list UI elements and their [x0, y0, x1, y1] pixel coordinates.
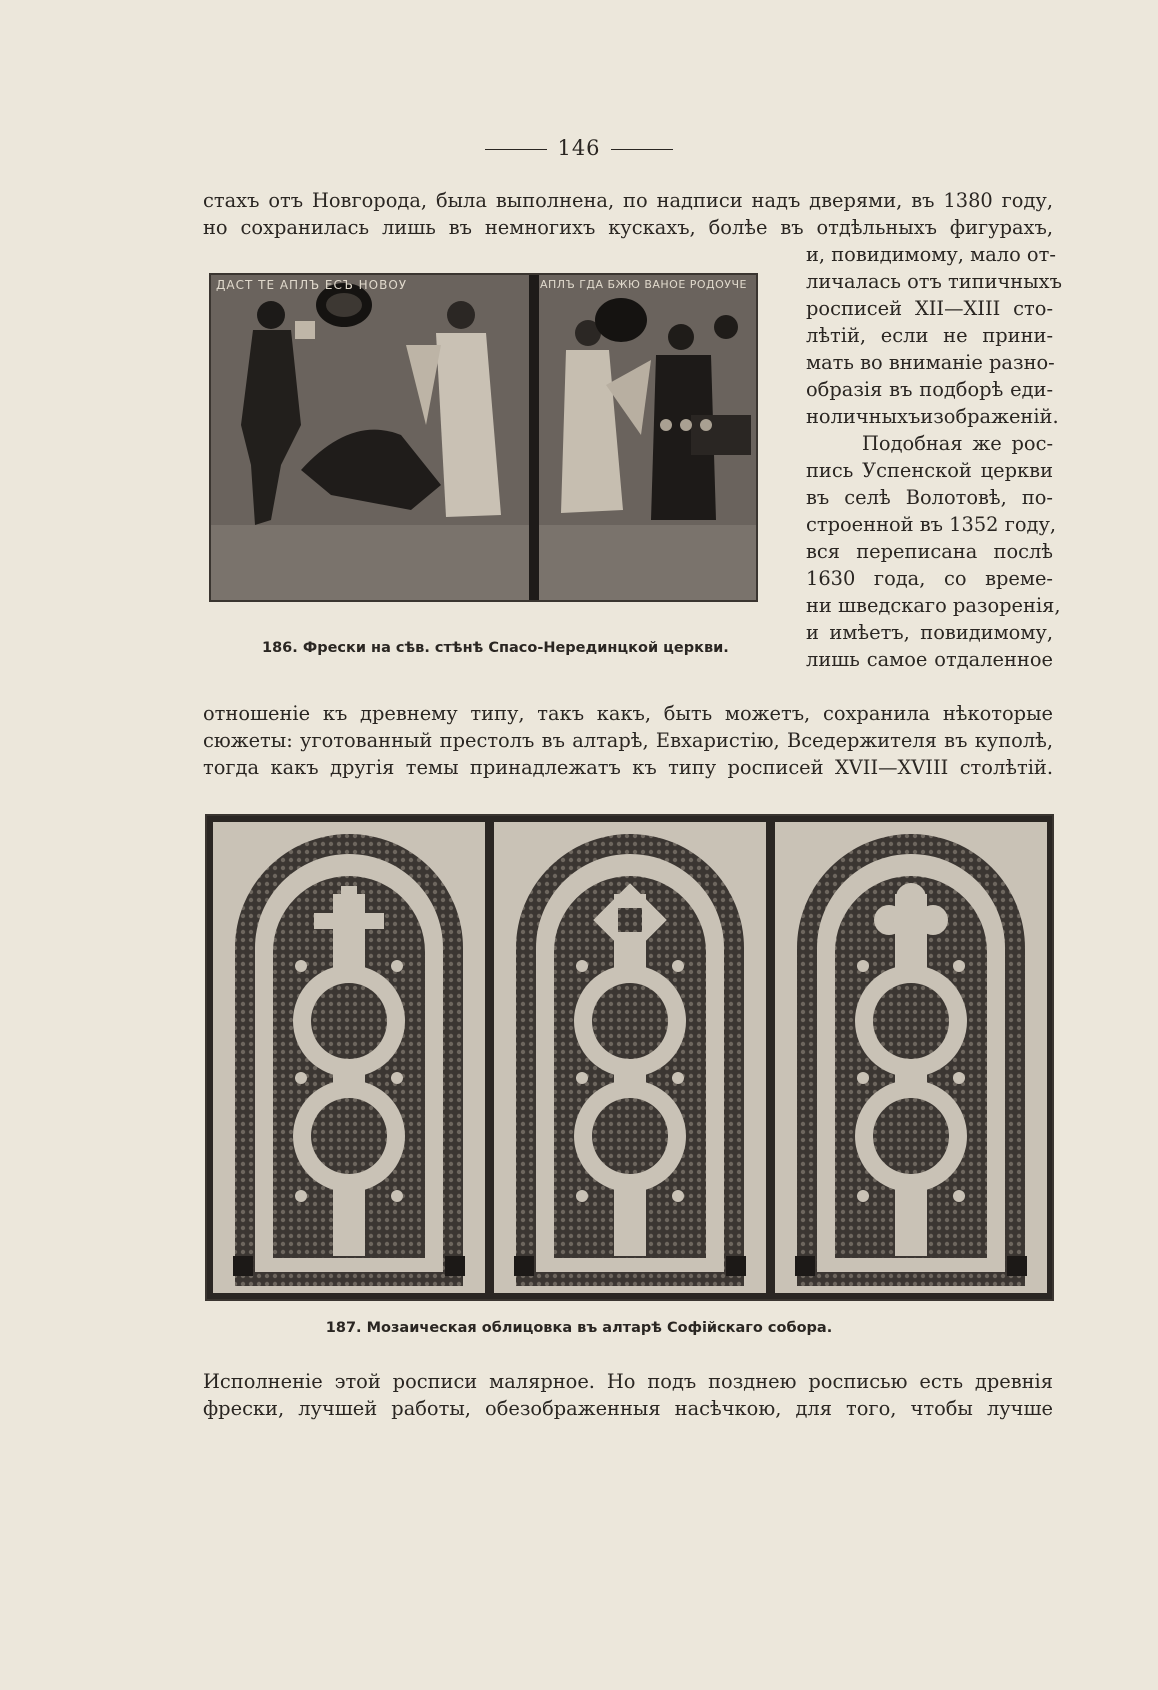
mosaic-panels — [207, 816, 1052, 1299]
text-line: въ селѣ Волотовѣ, по- — [806, 486, 1053, 509]
mosaic-dot — [672, 1072, 684, 1084]
figure-186-caption: 186. Фрески на сѣв. стѣнѣ Спасо-Нерединцкой церкви. — [262, 640, 729, 656]
mosaic-corner — [233, 1256, 253, 1276]
mosaic-dot — [672, 960, 684, 972]
continued-paragraph — [203, 700, 1053, 781]
text-line: и, повидимому, мало от- — [806, 243, 1056, 266]
mosaic-dot — [857, 960, 869, 972]
mosaic-dot — [295, 1190, 307, 1202]
fresco-left-inscription: ДАСТ ТЕ АПЛЪ ЕСЪ НОВОУ — [216, 278, 408, 292]
text-line: строенной въ 1352 году, — [806, 513, 1057, 536]
page-number-rule-right — [611, 149, 673, 150]
text-line: тогда какъ другія темы принадлежатъ къ типу росписей XVII—XVIII столѣтій. — [203, 756, 1053, 779]
text-line: 1630 года, со време- — [806, 567, 1053, 590]
mosaic-roundel — [592, 1098, 668, 1174]
text-line: ни шведскаго разоренія, — [806, 594, 1061, 617]
mosaic-dot — [953, 1190, 965, 1202]
mosaic-quatrefoil — [918, 905, 948, 935]
mosaic-quatrefoil — [874, 905, 904, 935]
text-line: мать во вниманіе разно- — [806, 351, 1055, 374]
text-line: Исполненіе этой росписи малярное. Но подъ позднею росписью есть древнія — [203, 1370, 1053, 1393]
mosaic-roundel — [873, 1098, 949, 1174]
mosaic-corner — [795, 1256, 815, 1276]
mosaic-dot — [295, 960, 307, 972]
figure-187-caption: 187. Мозаическая облицовка въ алтарѣ Софійскаго собора. — [325, 1320, 833, 1336]
mosaic-corner — [514, 1256, 534, 1276]
fresco-right-inscription: АПЛЪ ГДА БЖЮ ВАНОЕ РОДОУЧЕ — [540, 278, 747, 291]
text-line: лишь самое отдаленное — [806, 648, 1053, 671]
figure-186-fresco — [209, 273, 758, 602]
mosaic-corner — [726, 1256, 746, 1276]
text-line: ноличныхъизображеній. — [806, 405, 1059, 428]
text-line: образія въ подборѣ еди- — [806, 378, 1053, 401]
mosaic-dot — [857, 1072, 869, 1084]
text-line: Подобная же рос- — [862, 432, 1053, 455]
mosaic-dot — [953, 960, 965, 972]
text-line: личалась отъ типичныхъ — [806, 270, 1062, 293]
mosaic-quatrefoil — [896, 927, 926, 957]
mosaic-dot — [672, 1190, 684, 1202]
side-paragraph — [806, 241, 1062, 673]
text-line: но сохранилась лишь въ немногихъ кускахъ, болѣе въ отдѣльныхъ фигурахъ, — [203, 216, 1053, 239]
text-line: сюжеты: уготованный престолъ въ алтарѣ, Евхаристію, Вседержителя въ куполѣ, — [203, 729, 1053, 752]
mosaic-dot — [576, 1072, 588, 1084]
mosaic-cross — [314, 913, 384, 929]
text-line: лѣтій, если не прини- — [806, 324, 1053, 347]
closing-paragraph — [203, 1368, 1053, 1422]
mosaic-dot — [857, 1190, 869, 1202]
mosaic-dot — [953, 1072, 965, 1084]
intro-paragraph — [203, 187, 1053, 241]
mosaic-roundel — [311, 1098, 387, 1174]
text-line: росписей XII—XIII сто- — [806, 297, 1053, 320]
page-number — [0, 136, 1158, 160]
mosaic-roundel — [873, 983, 949, 1059]
mosaic-dot — [576, 1190, 588, 1202]
page-number-rule-left — [485, 149, 547, 150]
mosaic-quatrefoil — [896, 883, 926, 913]
mosaic-dot — [391, 1072, 403, 1084]
text-line: вся переписана послѣ — [806, 540, 1053, 563]
text-line: и имѣетъ, повидимому, — [806, 621, 1053, 644]
mosaic-roundel — [592, 983, 668, 1059]
text-line: пись Успенской церкви — [806, 459, 1053, 482]
mosaic-dot — [295, 1072, 307, 1084]
mosaic-roundel — [311, 983, 387, 1059]
page-number-text: 146 — [557, 136, 601, 160]
mosaic-corner — [1007, 1256, 1027, 1276]
text-line: стахъ отъ Новгорода, была выполнена, по надписи надъ дверями, въ 1380 году, — [203, 189, 1053, 212]
mosaic-dot — [391, 960, 403, 972]
text-line: фрески, лучшей работы, обезображенныя насѣчкою, для того, чтобы лучше — [203, 1397, 1053, 1420]
mosaic-corner — [445, 1256, 465, 1276]
mosaic-dot — [576, 960, 588, 972]
figure-187-mosaic — [205, 814, 1054, 1301]
mosaic-lozenge-core — [618, 908, 642, 932]
text-line: отношеніе къ древнему типу, такъ какъ, быть можетъ, сохранила нѣкоторые — [203, 702, 1053, 725]
mosaic-dot — [391, 1190, 403, 1202]
